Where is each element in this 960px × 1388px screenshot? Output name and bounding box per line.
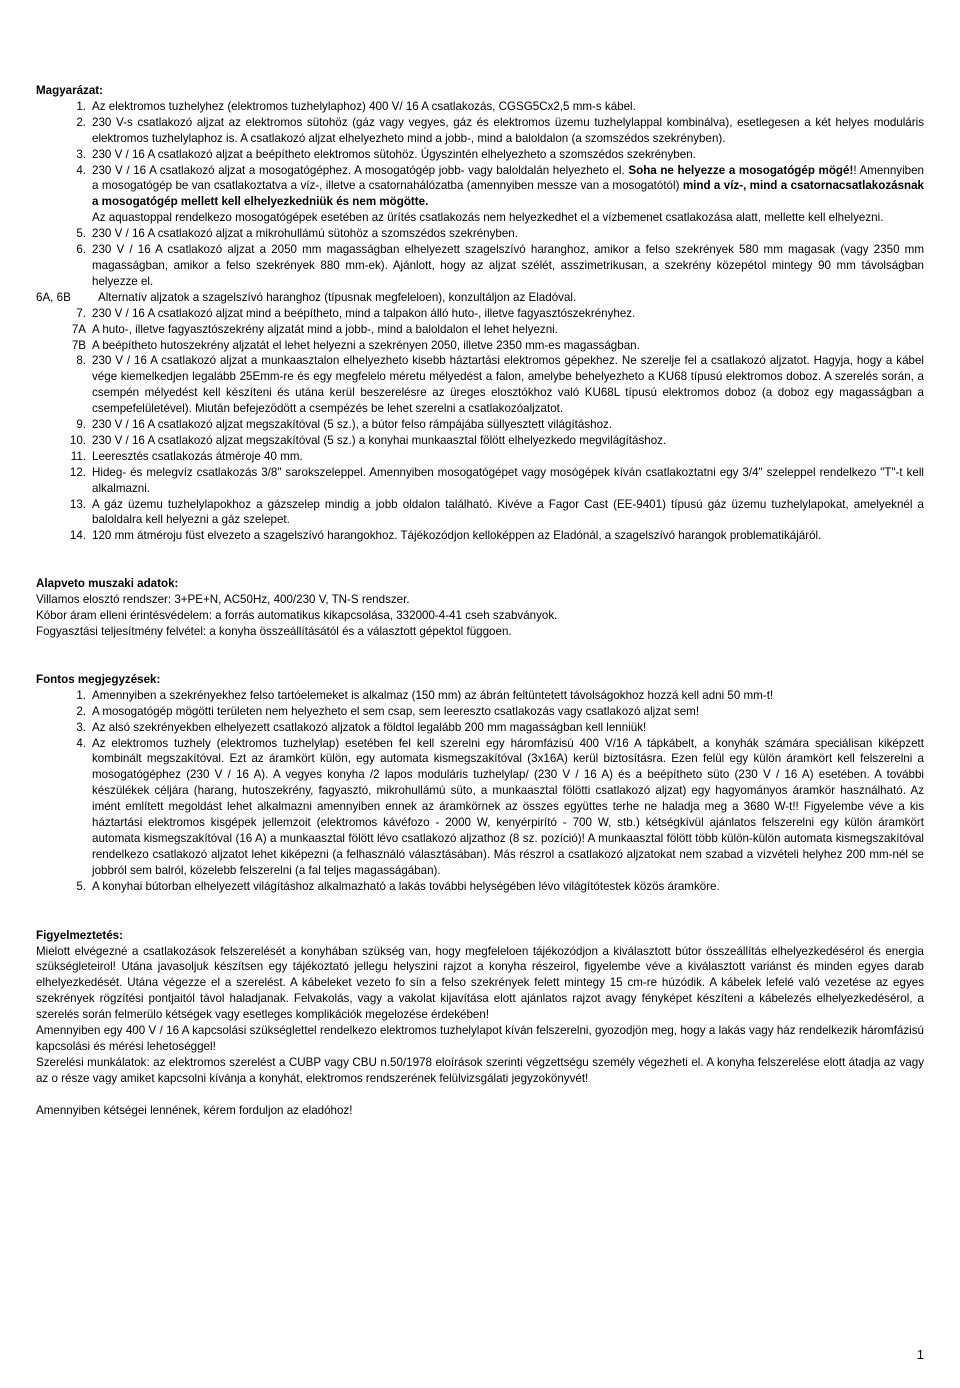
item-number: 1. — [76, 99, 86, 113]
item-text: Hideg- és melegvíz csatlakozás 3/8" sarokszeleppel. Amennyiben mosogatógépet vagy mosógépek kíván csatlakoztatni egy 3/4" szeleppel rendelkezo "T"-t kell alkalmazni. — [92, 465, 924, 495]
explanation-heading: Magyarázat: — [36, 84, 104, 97]
list-item — [36, 226, 924, 242]
warning-heading: Figyelmeztetés: — [36, 928, 123, 942]
item-number: 13. — [69, 497, 86, 511]
page-number: 1 — [916, 1347, 924, 1362]
item-text: Az elektromos tuzhely (elektromos tuzhelylap) esetében fel kell szerelni egy háromfázisú 400 V/16 A tápkábelt, a konyhák számára speciálisan kiképzett kombinált megszakítóval. Ezt az áramkört külön, egy automata kismegszakítóval (3x16A) kerül biztosításra. Ezen felül egy külön áramkört kell felszerelni a mosogatógéphez (230 V / 16 A). A vegyes konyha /2 lapos moduláris tuzhelylap/ (230 V / 16 A) és a beépítheto süto (230 V / 16 A) esetében. A további készülékek céljára (harang, hutoszekrény, fagyasztó, mikrohullámú süto, a munkaasztal fölötti csatlakozó aljzat) egy hagyományos áramkör használható. Az imént említett megoldást lehet alkalmazni amennyiben ennek az áramkörnek az összes együttes terhe ne haladja meg a 3680 W-t!! Figyelembe véve a kis háztartási elektromos kisgépek jellemzoit (elektromos kávéfozo - 2000 W, kenyérpirító - 700 W, stb.) kétségkívül ajánlatos felszerelni egy külön áramkört automata kismegszakítóval (16 A) a munkaasztal fölött lévo csatlakozó aljzathoz (8 sz. pozíció)! A munkaasztal fölött több külön-külön automata kismegszakítóval rendelkezo csatlakozó aljzatot lehet kiképezni (a felhasználó választásában). Más részrol a csatlakozó aljzatokat nem szabad a vízvételi helyhez 200 mm-nél se jobbról sem balról, közelebb felszerelni (a fal teljes magasságában). — [92, 736, 924, 877]
warning-paragraph: Szerelési munkálatok: az elektromos szerelést a CUBP vagy CBU n.50/1978 eloírások szerinti végzettségu személy végezheti el. A konyha felszerelése elott átadja az vagy az o része vagy amiket kapcsolni kívánja a konyhát, elektromos rendszerének felülvizsgálati jegyzokönyvét! — [36, 1055, 924, 1085]
item-number: 6A, 6B — [36, 290, 71, 304]
item-number: 4. — [76, 163, 86, 177]
item-number: 6. — [76, 243, 86, 257]
item-number: 8. — [76, 354, 86, 368]
item-text — [92, 163, 924, 227]
item-text-part: ! Amennyiben a mosogatógép be van csatlakoztatva a víz-, illetve a csatornahálózatba (amennyiben messze van a mosogatótól) — [92, 163, 924, 193]
list-item — [36, 528, 924, 544]
item-text: 120 mm átméroju füst elvezeto a szagelszívó harangokhoz. Tájékozódjon kelloképpen az Eladónál, a szagelszívó harangok problematikájáról. — [92, 529, 822, 543]
list-item — [36, 433, 924, 449]
item-text: A gáz üzemu tuzhelylapokhoz a gázszelep mindig a jobb oldalon található. Kivéve a Fagor Cast (EE-9401) típusú gáz üzemu tuzhelylapokat, amelyeknél a baloldalra kell helyezni a gáz szelepet. — [92, 497, 924, 527]
list-item — [36, 163, 924, 227]
list-item — [36, 720, 924, 736]
item-text: 230 V / 16 A csatlakozó aljzat megszakítóval (5 sz.), a bútor felso rámpájába süllyesztett világításhoz. — [92, 418, 613, 432]
notes-section — [36, 672, 924, 895]
technical-line: Fogyasztási teljesítmény felvétel: a konyha összeállításától és a választott gépektol függoen. — [36, 625, 512, 638]
item-text: Leeresztés csatlakozás átméroje 40 mm. — [92, 449, 303, 463]
item-text: Az elektromos tuzhelyhez (elektromos tuzhelylaphoz) 400 V/ 16 A csatlakozás, CGSG5Cx2,5 mm-s kábel. — [92, 99, 636, 113]
item-number: 14. — [69, 529, 86, 543]
item-text: 230 V / 16 A csatlakozó aljzat a 2050 mm magasságban elhelyezett szagelszívó haranghoz, amikor a felso szekrények 580 mm magasak (vagy 2350 mm magasságban, amikor a felso szekrények 880 mm-ek). Ajánlott, hogy az aljzat szélét, asszimetrikusan, a szekrény közepétol mintegy 90 mm távolságban helyezze el. — [92, 243, 924, 288]
item-number: 11. — [70, 449, 86, 463]
warning-emphasis: Soha ne helyezze a mosogatógép mögé! — [628, 163, 854, 177]
list-item — [36, 290, 924, 306]
list-item — [36, 417, 924, 433]
list-item — [36, 688, 924, 704]
explanation-section — [36, 83, 924, 544]
technical-line: Kóbor áram elleni érintésvédelem: a forrás automatikus kikapcsolása, 332000-4-41 cseh szabványok. — [36, 609, 558, 623]
list-item — [36, 449, 924, 465]
list-item — [36, 704, 924, 720]
item-text: 230 V / 16 A csatlakozó aljzat a munkaasztalon elhelyezheto kisebb háztartási elektromos gépekhez. Ne szerelje fel a csatlakozó aljzatot. Hagyja, hogy a kábel vége kiemelkedjen legalább 25Emm-re és egy megfelelo méretu mélyedést a falon, amelybe behelyezheto a KU68 típusú elektromos doboz. A szerelés során, a csempén mélyedést kell készíteni és utána kerül beszerelésre az üreges elosztókhoz való KU68L típusú elektromos doboz (a doboz egy magasságban a csempefelületével). Miután befejezödött a csempézés be lehet szerelni a csatlakozóaljzatot. — [92, 354, 924, 416]
item-text: 230 V-s csatlakozó aljzat az elektromos sütohöz (gáz vagy vegyes, gáz és elektromos üzemu tuzhelylappal kombinálva), esetlegesen a két helyes moduláris elektromos tuzhelylaphoz is. A csatlakozó aljzat elhelyezheto mind a jobb-, mind a baloldalon (a szomszédos szekrényben). — [92, 115, 924, 145]
item-text-part: Az aquastoppal rendelkezo mosogatógépek esetében az ürítés csatlakozás nem helyezkedhet el a vízbemenet csatlakozása alatt, mellette kell elhelyezni. — [92, 211, 884, 225]
list-item — [36, 242, 924, 290]
notes-heading: Fontos megjegyzések: — [36, 672, 161, 686]
technical-heading: Alapveto muszaki adatok: — [36, 577, 179, 591]
item-text: A beépítheto hutoszekrény aljzatát el lehet helyezni a szekrényen 2050, illetve 2350 mm-es magasságban. — [92, 338, 640, 352]
item-text: 230 V / 16 A csatlakozó aljzat a beépítheto elektromos sütohöz. Úgyszintén elhelyezheto a szomszédos szekrényben. — [92, 147, 696, 161]
item-number: 12. — [69, 465, 86, 479]
item-number: 9. — [76, 418, 86, 432]
list-item — [36, 353, 924, 417]
item-number: 5. — [76, 227, 86, 241]
warning-section — [36, 928, 924, 1119]
technical-line: Villamos elosztó rendszer: 3+PE+N, AC50Hz, 400/230 V, TN-S rendszer. — [36, 593, 410, 607]
list-item — [36, 99, 924, 115]
list-item — [36, 736, 924, 879]
list-item — [36, 115, 924, 147]
list-item — [36, 497, 924, 529]
item-number: 1. — [76, 688, 86, 702]
item-text: 230 V / 16 A csatlakozó aljzat megszakítóval (5 sz.) a konyhai munkaasztal fölött elhelyezkedo megvilágításhoz. — [92, 433, 667, 447]
list-item — [36, 338, 924, 354]
list-item — [36, 322, 924, 338]
item-text: A huto-, illetve fagyasztószekrény aljzatát mind a jobb-, mind a baloldalon el lehet helyezni. — [92, 322, 558, 336]
item-number: 4. — [76, 736, 86, 750]
list-item — [36, 306, 924, 322]
item-number: 2. — [76, 704, 86, 718]
item-text: 230 V / 16 A csatlakozó aljzat mind a beépítheto, mind a talpakon álló huto-, illetve fagyasztószekrényhez. — [92, 306, 636, 320]
item-number: 5. — [76, 879, 86, 893]
list-item — [36, 465, 924, 497]
item-text: 230 V / 16 A csatlakozó aljzat a mikrohullámú sütohöz a szomszédos szekrényben. — [92, 227, 518, 241]
technical-section — [36, 576, 924, 640]
item-text: Alternatív aljzatok a szagelszívó haranghoz (típusnak megfeleloen), konzultáljon az Eladóval. — [98, 290, 577, 304]
item-text: Amennyiben a szekrényekhez felso tartóelemeket is alkalmaz (150 mm) az ábrán feltüntetett távolságokhoz hozzá kell adni 50 mm-t! — [92, 688, 774, 702]
item-text: A konyhai bútorban elhelyezett világításhoz alkalmazható a lakás további helységében lévo világítótestek közös áramköre. — [92, 879, 720, 893]
item-number: 3. — [76, 720, 86, 734]
list-item — [36, 879, 924, 895]
list-item — [36, 147, 924, 163]
warning-paragraph: Amennyiben egy 400 V / 16 A kapcsolási szükséglettel rendelkezo elektromos tuzhelylapot kíván felszerelni, gyozodjön meg, hogy a lakás vagy ház rendelkezik háromfázisú kapcsolási és mérési lehetoséggel! — [36, 1024, 924, 1053]
item-text: Az alsó szekrényekben elhelyezett csatlakozó aljzatok a földtol legalább 200 mm magasságban kell lenniük! — [92, 720, 647, 734]
item-text-part: 230 V / 16 A csatlakozó aljzat a mosogatógéphez. A mosogatógép jobb- vagy baloldalán helyezheto el. — [92, 163, 625, 177]
item-number: 3. — [76, 147, 86, 161]
warning-paragraph: Mielott elvégezné a csatlakozások felszerelését a konyhában szükség van, hogy megfeleloen tájékozódjon a kiválasztott bútor összeállítás elhelyezkedésérol és energia szükségleteirol! Utána javasoljuk készítsen egy tájékoztató jellegu helyszini rajzot a konyha részeirol, figyelembe véve a kiválasztott variánst és minden egyes darab elhelyezkedését. Utána végezze el a szerelést. A kábeleket vezeto fo sín a felso szekrények felett mintegy 15 cm-re húzódik. A kábelek lefelé való vezetése az egyes szekrények rögzítési pontjaitól távol haladjanak. Felvakolás, vagy a vakolat kijavítása elott ajánlatos rajzot avagy fényképet készíteni a kábelezés elhelyezkedésérol, a szerelés során felmerülo kétségek vagy esetleges komplikációk megelozése érdekében! — [36, 944, 924, 1022]
item-number: 7A — [71, 322, 86, 336]
item-number: 7B — [71, 338, 86, 352]
closing-line: Amennyiben kétségei lennének, kérem forduljon az eladóhoz! — [36, 1103, 353, 1117]
item-number: 7. — [76, 306, 86, 320]
item-text: A mosogatógép mögötti területen nem helyezheto el sem csap, sem leereszto csatlakozás vagy csatlakozó aljzat sem! — [92, 704, 700, 718]
item-number: 10. — [69, 433, 86, 447]
warning-emphasis: mind a víz-, mind a csatornacsatlakozásnak a mosogatógép mellett kell elhelyezkedniük és nem mögötte. — [92, 179, 924, 209]
item-number: 2. — [76, 115, 86, 129]
